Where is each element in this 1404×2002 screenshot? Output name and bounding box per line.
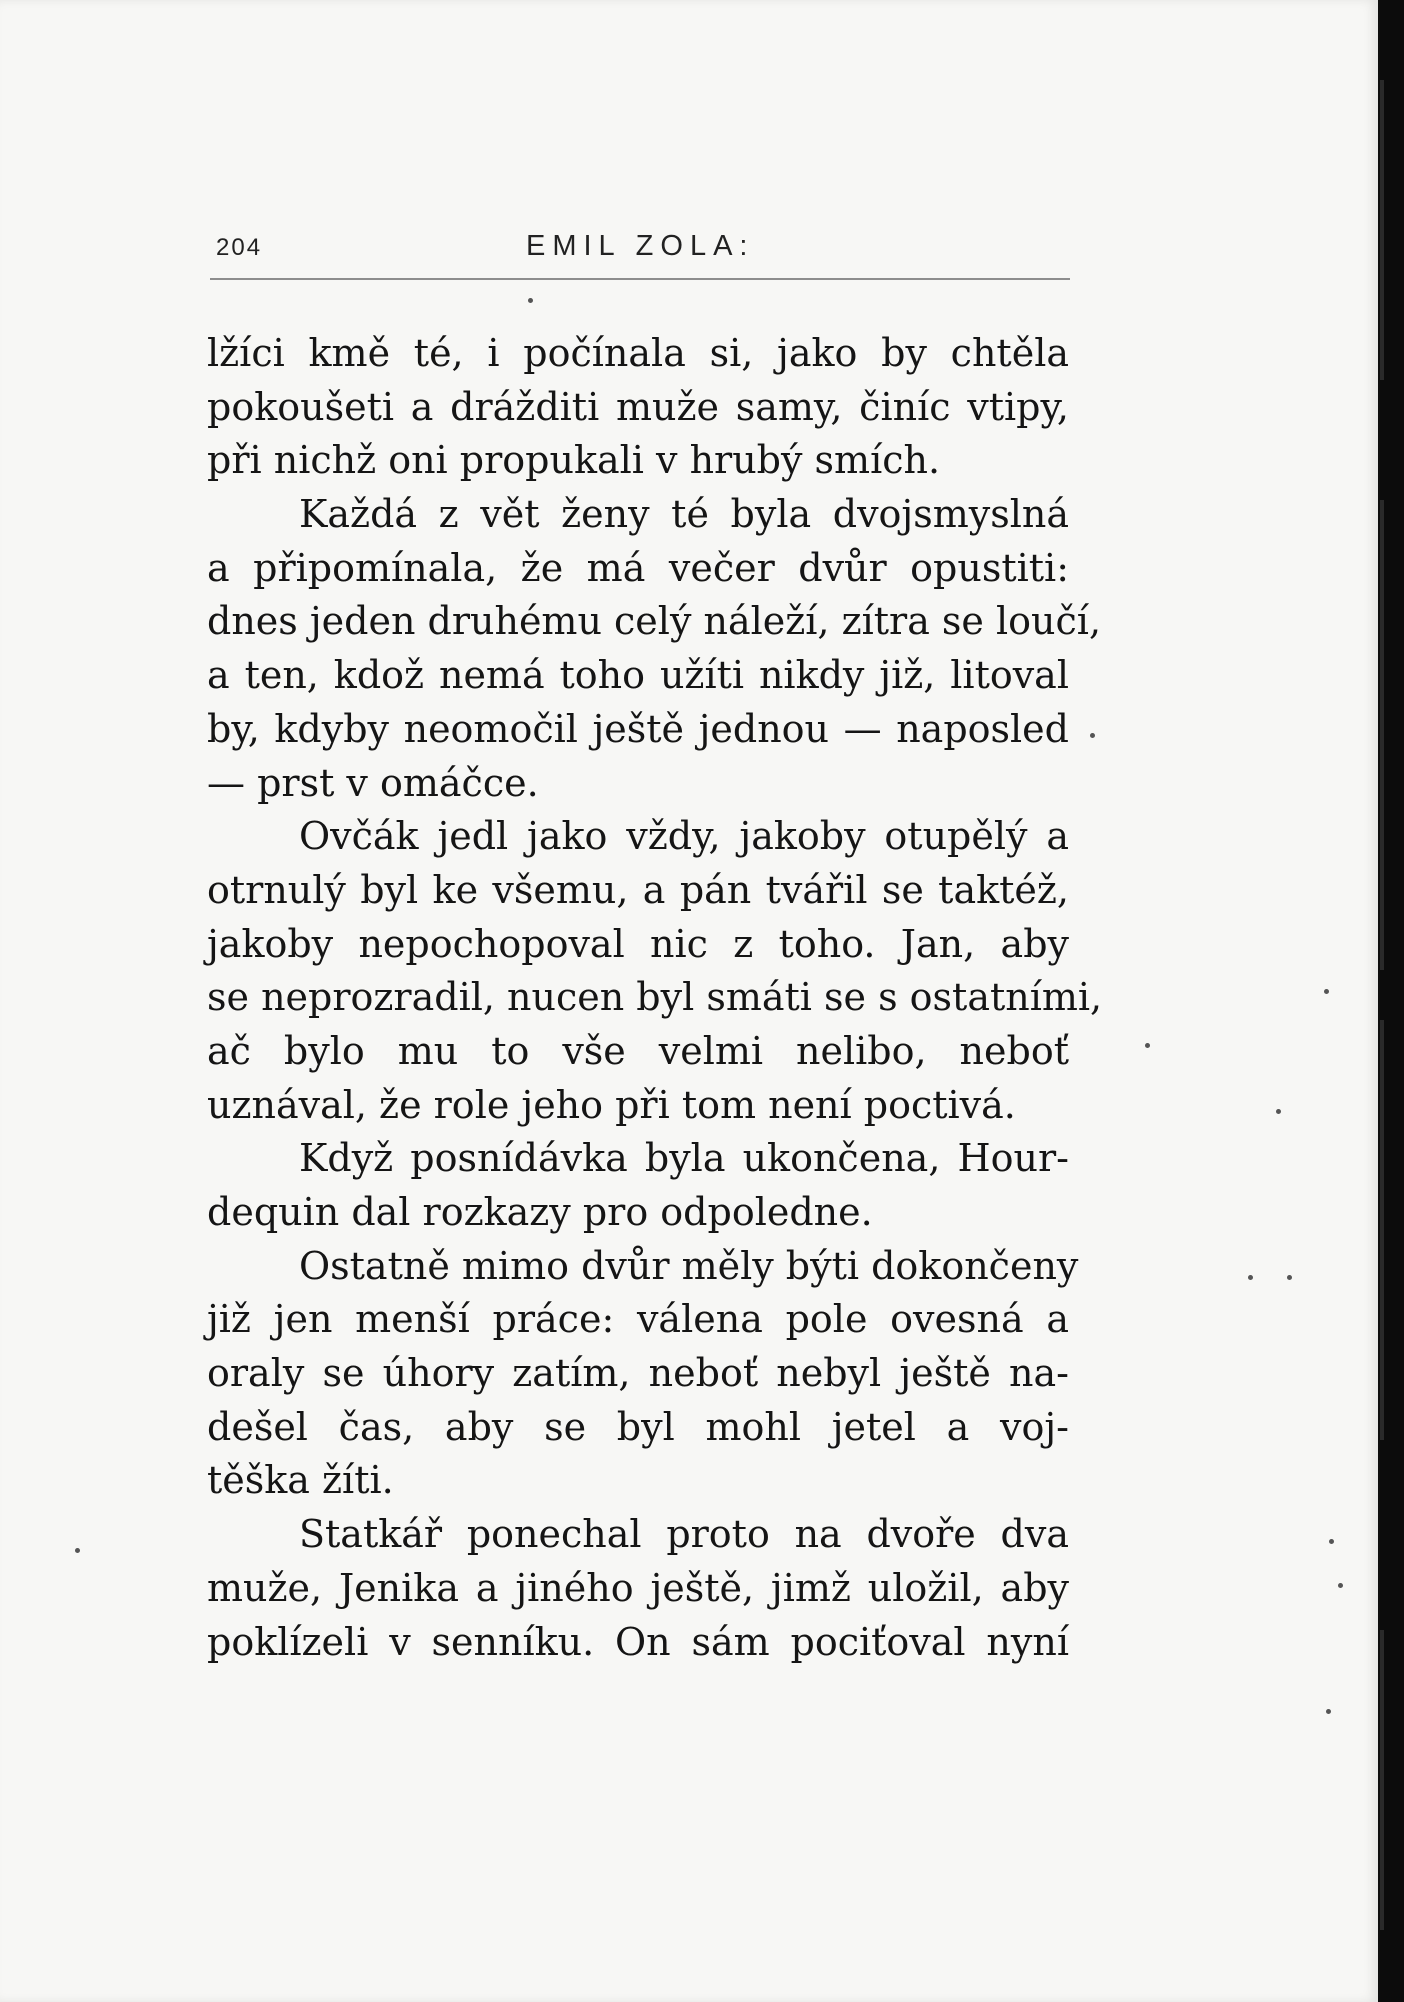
scan-speck bbox=[1329, 1539, 1334, 1544]
scan-speck bbox=[1248, 1275, 1253, 1280]
text-line: uznával, že role jeho při tom není poctivá. bbox=[207, 1082, 1016, 1127]
paragraph-start-line: Každá z vět ženy té byla dvojsmyslná bbox=[299, 492, 1069, 537]
text-line: pokoušeti a drážditi muže samy, činíc vtipy, bbox=[207, 384, 1069, 429]
text-line: a připomínala, že má večer dvůr opustiti: bbox=[207, 545, 1069, 590]
scan-speck bbox=[1326, 1709, 1331, 1714]
text-line: ač bylo mu to vše velmi nelibo, neboť bbox=[207, 1028, 1069, 1073]
text-line: jakoby nepochopoval nic z toho. Jan, aby bbox=[207, 921, 1069, 966]
text-line: poklízeli v senníku. On sám pociťoval nyní bbox=[207, 1619, 1069, 1664]
scan-speck bbox=[1090, 733, 1095, 738]
page-edge-shadow bbox=[1378, 0, 1404, 2002]
text-line: otrnulý byl ke všemu, a pán tvářil se taktéž, bbox=[207, 867, 1069, 912]
text-line: muže, Jenika a jiného ještě, jimž uložil, aby bbox=[207, 1565, 1069, 1610]
text-line: lžíci kmě té, i počínala si, jako by chtěla bbox=[207, 331, 1069, 375]
text-line: při nichž oni propukali v hrubý smích. bbox=[207, 438, 941, 483]
scan-speck bbox=[1338, 1583, 1343, 1588]
scan-speck bbox=[1145, 1043, 1150, 1048]
edge-mark bbox=[1380, 500, 1384, 970]
running-head bbox=[210, 228, 1070, 268]
paragraph-start-line: Statkář ponechal proto na dvoře dva bbox=[299, 1512, 1069, 1557]
text-line: se neprozradil, nucen byl smáti se s ostatními, bbox=[207, 975, 1103, 1020]
page-number: 204 bbox=[216, 234, 263, 261]
text-line: dešel čas, aby se byl mohl jetel a voj- bbox=[207, 1404, 1069, 1449]
running-title: EMIL ZOLA: bbox=[526, 230, 755, 262]
text-line: — prst v omáčce. bbox=[207, 760, 539, 805]
header-rule bbox=[210, 278, 1070, 280]
scan-speck bbox=[528, 298, 533, 303]
scan-speck bbox=[75, 1548, 80, 1553]
edge-mark bbox=[1380, 1020, 1384, 1440]
text-line: dnes jeden druhému celý náleží, zítra se loučí, bbox=[207, 599, 1102, 644]
text-line: již jen menší práce: válena pole ovesná a bbox=[207, 1297, 1069, 1342]
scan-speck bbox=[1276, 1109, 1281, 1114]
scan-speck bbox=[1324, 989, 1329, 994]
text-line: by, kdyby neomočil ještě jednou — naposled bbox=[207, 706, 1069, 751]
text-line: těška žíti. bbox=[207, 1458, 394, 1503]
paragraph-start-line: Když posnídávka byla ukončena, Hour- bbox=[299, 1136, 1069, 1181]
paragraph-start-line: Ostatně mimo dvůr měly býti dokončeny bbox=[299, 1243, 1079, 1288]
edge-mark bbox=[1380, 80, 1384, 380]
edge-mark bbox=[1380, 1630, 1384, 1930]
body-text bbox=[207, 327, 1103, 1669]
text-line: a ten, kdož nemá toho užíti nikdy již, litoval bbox=[207, 653, 1069, 698]
text-line: dequin dal rozkazy pro odpoledne. bbox=[207, 1190, 873, 1234]
scan-speck bbox=[1287, 1275, 1292, 1280]
paragraph-start-line: Ovčák jedl jako vždy, jakoby otupělý a bbox=[299, 814, 1069, 859]
text-line: oraly se úhory zatím, neboť nebyl ještě na- bbox=[207, 1351, 1069, 1396]
